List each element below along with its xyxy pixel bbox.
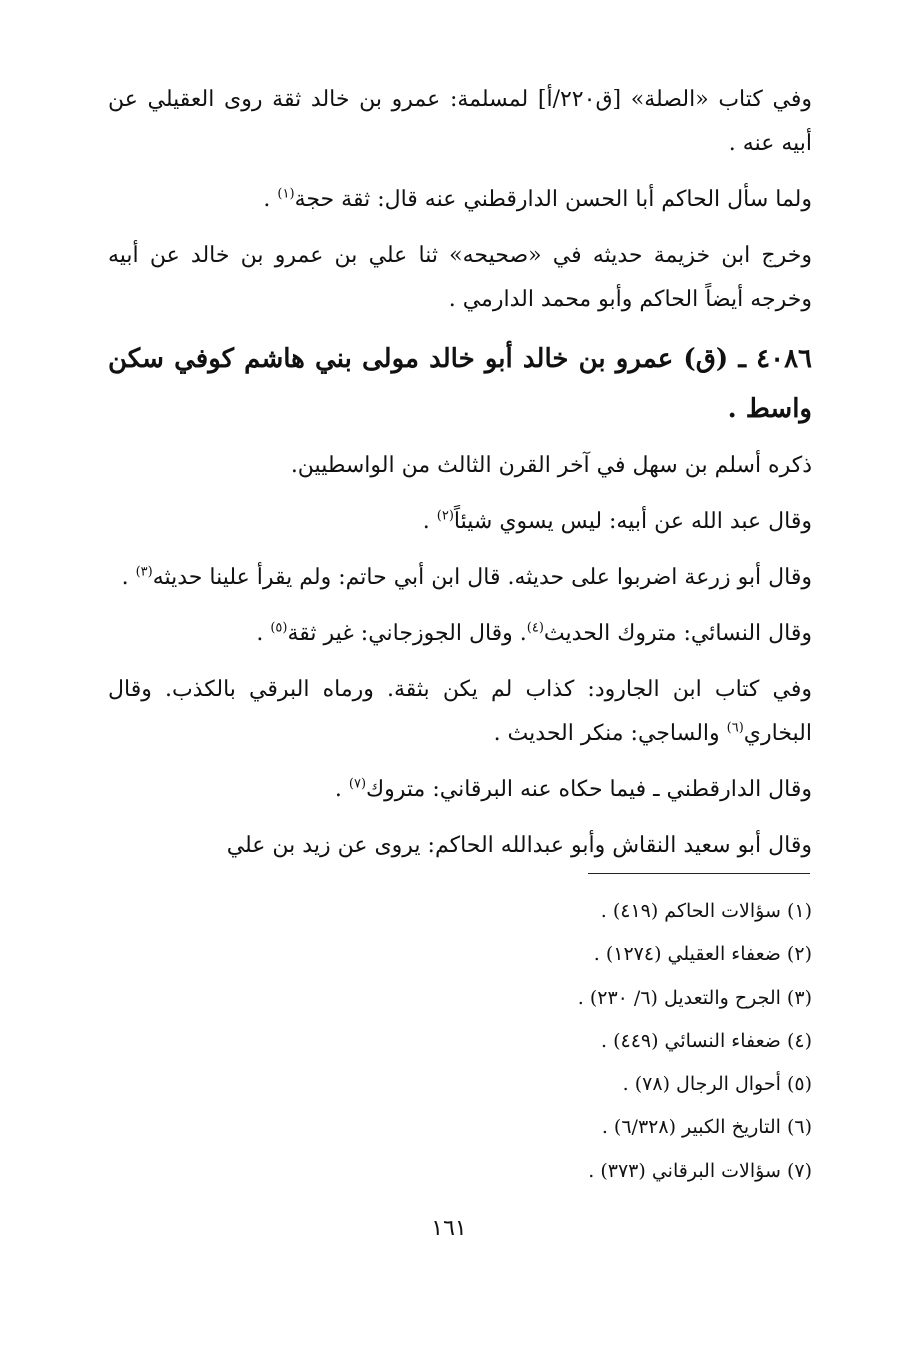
paragraph-text: وقال الدارقطني ـ فيما حكاه عنه البرقاني: متروك [366, 777, 812, 802]
paragraph-nasai [108, 612, 812, 656]
footnote-item: (٤) ضعفاء النسائي (٤٤٩) . [600, 1029, 812, 1052]
paragraph-text: وفي كتاب «الصلة» [ق٢٢٠/أ] لمسلمة: عمرو بن خالد ثقة روى العقيلي عن أبيه عنه . [108, 87, 813, 156]
paragraph-hakim [108, 178, 812, 222]
paragraph-ibn-khuzaima [108, 234, 812, 322]
entry-title: ٤٠٨٦ ـ (ق) عمرو بن خالد أبو خالد مولى بني هاشم كوفي سكن واسط . [108, 344, 812, 424]
paragraph-text: والساجي: منكر الحديث . [493, 721, 727, 746]
footnote-ref: (٣) [135, 564, 153, 580]
paragraph-text: وقال أبو سعيد النقاش وأبو عبدالله الحاكم: يروى عن زيد بن علي [226, 833, 812, 858]
paragraph-end: . [422, 509, 437, 534]
paragraph-naqqash [108, 824, 812, 868]
footnote-ref: (٥) [270, 620, 288, 636]
footnote-ref: (٤) [526, 620, 544, 636]
footnote-ref: (٧) [348, 776, 367, 792]
footnote-ref: (٦) [726, 720, 744, 736]
footnote-item: (٦) التاريخ الكبير (٦/٣٢٨) . [601, 1116, 812, 1139]
paragraph-text: وقال النسائي: متروك الحديث [543, 621, 812, 646]
paragraph-end: . [334, 777, 349, 802]
paragraph-text: ولما سأل الحاكم أبا الحسن الدارقطني عنه قال: ثقة حجة [294, 187, 812, 212]
footnote-ref: (١) [277, 186, 295, 202]
footnote-item: (٥) أحوال الرجال (٧٨) . [622, 1073, 812, 1096]
entry-heading [108, 334, 812, 434]
footnotes [300, 890, 812, 1193]
paragraph-aslam [108, 444, 812, 488]
paragraph-end: . [263, 187, 278, 212]
paragraph-text: وخرج ابن خزيمة حديثه في «صحيحه» ثنا علي بن عمرو بن خالد عن أبيه وخرجه أيضاً الحاكم وأبو محمد الدارمي . [108, 243, 812, 312]
paragraph-text: وقال أبو زرعة اضربوا على حديثه. قال ابن أبي حاتم: ولم يقرأ علينا حديثه [152, 565, 812, 590]
footnote-item: (٢) ضعفاء العقيلي (١٢٧٤) . [593, 943, 812, 966]
paragraph-abdallah [108, 500, 812, 544]
paragraph-end: . [121, 565, 136, 590]
paragraph-ibn-jarud [108, 668, 812, 756]
paragraph-abu-zura [108, 556, 812, 600]
paragraph-text: وقال عبد الله عن أبيه: ليس يسوي شيئاً [453, 509, 812, 534]
paragraph-text: وفي كتاب ابن الجارود: كذاب لم يكن بثقة. ورماه البرقي بالكذب. وقال البخاري [108, 677, 812, 746]
footnote-item: (١) سؤالات الحاكم (٤١٩) . [600, 900, 812, 922]
footnote-item: (٣) الجرح والتعديل (٦/ ٢٣٠) . [577, 986, 812, 1009]
footnote-divider [588, 873, 810, 874]
footnote-item: (٧) سؤالات البرقاني (٣٧٣) . [588, 1159, 812, 1182]
paragraph-end: . [256, 621, 271, 646]
footnote-ref: (٢) [436, 508, 454, 524]
paragraph-sila [108, 78, 812, 166]
paragraph-daraqutni [108, 768, 812, 812]
page-number: ١٦١ [431, 1216, 467, 1241]
paragraph-text: ذكره أسلم بن سهل في آخر القرن الثالث من الواسطيين. [290, 453, 812, 478]
paragraph-text: . وقال الجوزجاني: غير ثقة [287, 621, 527, 646]
